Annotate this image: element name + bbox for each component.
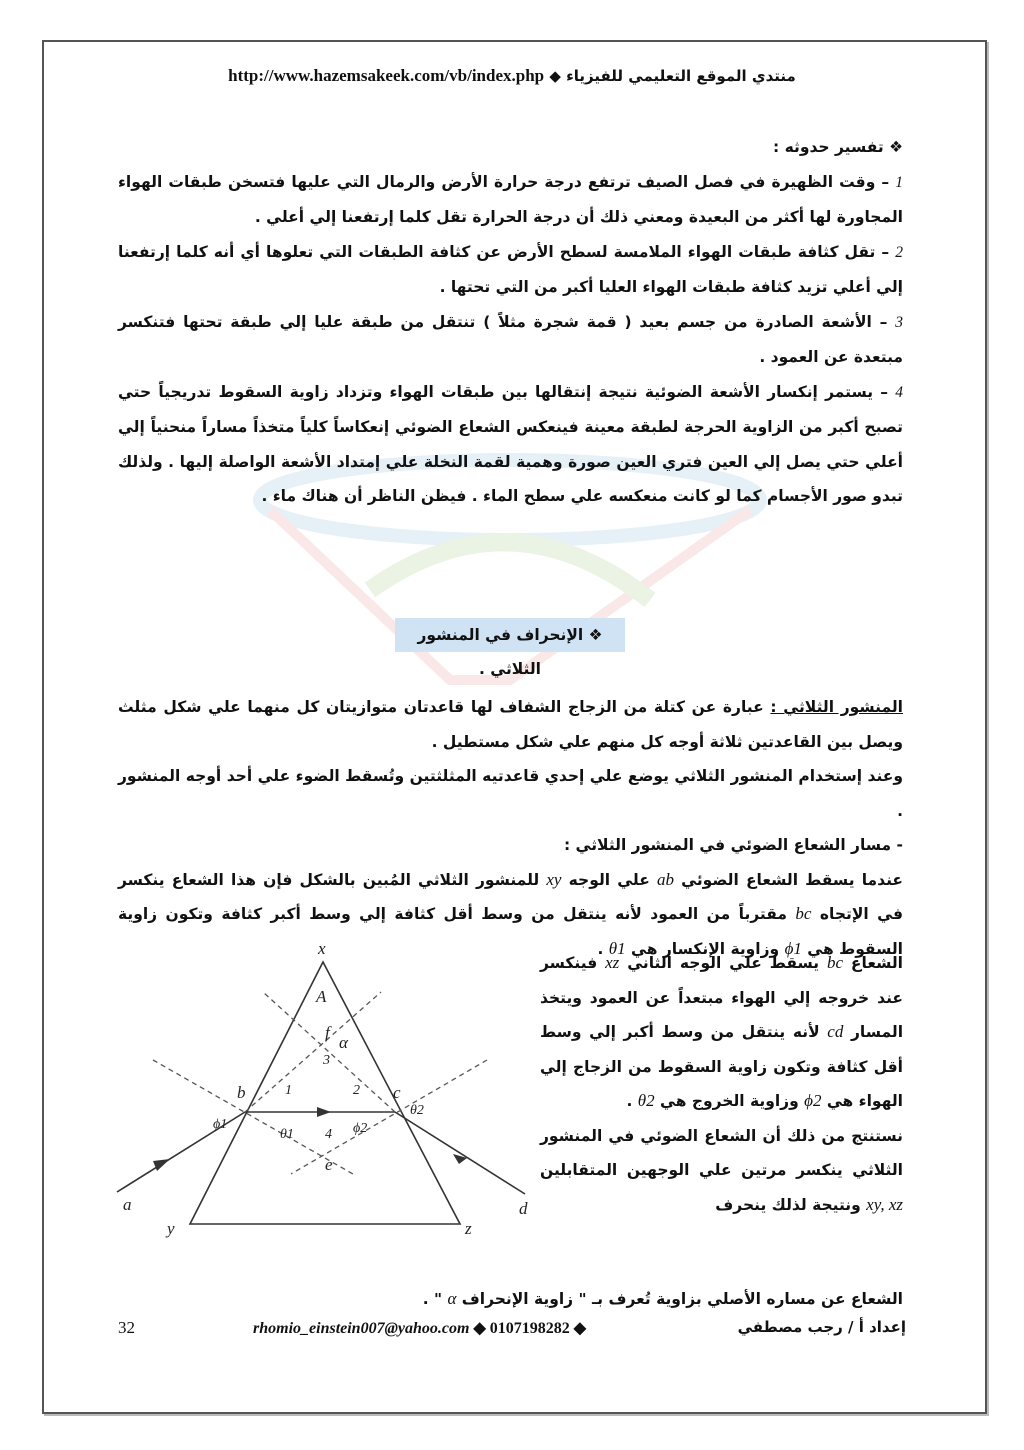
- label-phi2: ϕ2: [353, 1121, 368, 1136]
- explanation-item-1: 1 – وقت الظهيرة في فصل الصيف ترتفع درجة حرارة الأرض والرمال التي عليها فتسخن طبقات الهواء المجاورة لها أكثر من البعيدة ومعني ذلك أن درجة الحرارة تقل كلما إرتفعنا إلي أعلي .: [118, 172, 903, 226]
- header-url[interactable]: http://www.hazemsakeek.com/vb/index.php: [228, 66, 545, 85]
- explanation-item-3: 3 – الأشعة الصادرة من جسم بعيد ( قمة شجرة مثلاً ) تنتقل من طبقة عليا إلي طبقة تحتها فتنكسر مبتعدة عن العمود .: [118, 312, 903, 366]
- extension-emergent: [263, 992, 395, 1112]
- label-3: 3: [323, 1053, 330, 1068]
- label-e: e: [325, 1155, 333, 1174]
- label-y: y: [167, 1219, 175, 1238]
- deviation-angle-line: الشعاع عن مساره الأصلي بزاوية تُعرف بـ " زاوية الإنحراف α " .: [422, 1289, 903, 1308]
- label-d: d: [519, 1199, 528, 1218]
- label-alpha: α: [339, 1033, 348, 1052]
- explanation-item-4: 4 – يستمر إنكسار الأشعة الضوئية نتيجة إنتقالها بين طبقات الهواء وتزداد زاوية السقوط تدريجياً حتي تصبح أكبر من الزاوية الحرجة لطبقة معينة فينعكس الشعاع الضوئي إنعكاساً كلياً متخذاً مساراً منحنياً إلي أعلي حتي يصل إلي العين فتري العين صورة وهمية لقمة النخلة علي إمتداد الأشعة الواصلة إليها . ولذلك تبدو صور الأجسام كما لو كانت منعكسه علي سطح الماء . فيظن الناظر أن هناك ماء .: [118, 382, 904, 505]
- section-title: ❖ تفسير حدوثه :: [773, 138, 903, 156]
- section-explanation: [118, 130, 903, 514]
- explanation-item-2: 2 – تقل كثافة طبقات الهواء الملامسة لسطح الأرض عن كثافة الطبقات التي تعلوها أي أنه كلما إرتفعنا إلي أعلي تزيد كثافة طبقات الهواء العليا أكبر من التي تحتها .: [118, 242, 903, 296]
- page-footer: [118, 1318, 906, 1348]
- label-phi1: ϕ1: [213, 1117, 228, 1132]
- label-c: c: [393, 1083, 401, 1102]
- footer-credit: إعداد أ / رجب مصطفي: [737, 1318, 906, 1336]
- label-b: b: [237, 1083, 246, 1102]
- header-forum-name: منتدي الموقع التعليمي للفيزياء: [566, 67, 796, 85]
- prism-term: المنشور الثلاثي :: [770, 698, 903, 716]
- label-a: a: [123, 1195, 132, 1214]
- normal-left: [153, 1060, 353, 1174]
- page-header: [0, 66, 1024, 86]
- label-A: A: [316, 987, 327, 1006]
- extension-incident: [245, 992, 381, 1112]
- label-f: f: [325, 1023, 330, 1042]
- incident-arrow: [153, 1159, 170, 1171]
- prism-diagram: [95, 932, 535, 1252]
- label-theta1: θ1: [280, 1127, 294, 1142]
- label-z: z: [465, 1219, 472, 1238]
- footer-email: rhomio_einstein007@yahoo.com ◆ 0107198282 ◆: [253, 1320, 587, 1337]
- diagram-side-text: الشعاع bc يسقط علي الوجه الثاني xz فينكسر عند خروجه إلي الهواء مبتعداً عن العمود ويتخذ المسار cd لأنه ينتقل من وسط أكبر إلي وسط أقل كثافة وتكون زاوية السقوط من الزجاج إلي الهواء هي ϕ2 وزاوية الخروج هي θ2 . نستنتج من ذلك أن الشعاع الضوئي في المنشور الثلاثي ينكسر مرتين علي الوجهين المتقابلين xy, xz ونتيجة لذلك ينحرف: [540, 953, 904, 1214]
- page-number: 32: [118, 1318, 135, 1337]
- label-2: 2: [353, 1083, 360, 1098]
- label-4: 4: [325, 1127, 332, 1142]
- ray-path-paragraph: عندما يسقط الشعاع الضوئي ab علي الوجه xy للمنشور الثلاثي المُبين بالشكل فإن هذا الشعاع ينكسر في الإتجاه bc مقترباً من العمود لأنه ينتقل من وسط أقل كثافة إلي وسط أكبر كثافة وتكون زاوية السقوط هي ϕ1 وزاوية الإنكسار هي θ1 .: [118, 869, 903, 958]
- emergent-ray: [395, 1112, 525, 1194]
- prism-usage: وعند إستخدام المنشور الثلاثي يوضع علي إحدي قاعدتيه المثلثتين وتُسقط الضوء علي أحد أوجه المنشور .: [118, 767, 903, 820]
- label-theta2: θ2: [410, 1103, 424, 1118]
- label-1: 1: [285, 1083, 292, 1098]
- prism-definition: [118, 690, 903, 966]
- prism-definition-text: عبارة عن كتلة من الزجاج الشفاف لها قاعدتان متوازيتان كل منهما علي شكل مثلث ويصل بين القاعدتين ثلاثة أوجه كل منهم علي شكل مستطيل .: [118, 698, 903, 751]
- ray-path-title: - مسار الشعاع الضوئي في المنشور الثلاثي :: [563, 836, 903, 854]
- header-diamond: ◆: [549, 67, 561, 85]
- highlighted-section-title: ❖ الإنحراف في المنشور الثلاثي .: [395, 618, 625, 652]
- label-x: x: [318, 939, 326, 958]
- refracted-arrow: [317, 1107, 331, 1117]
